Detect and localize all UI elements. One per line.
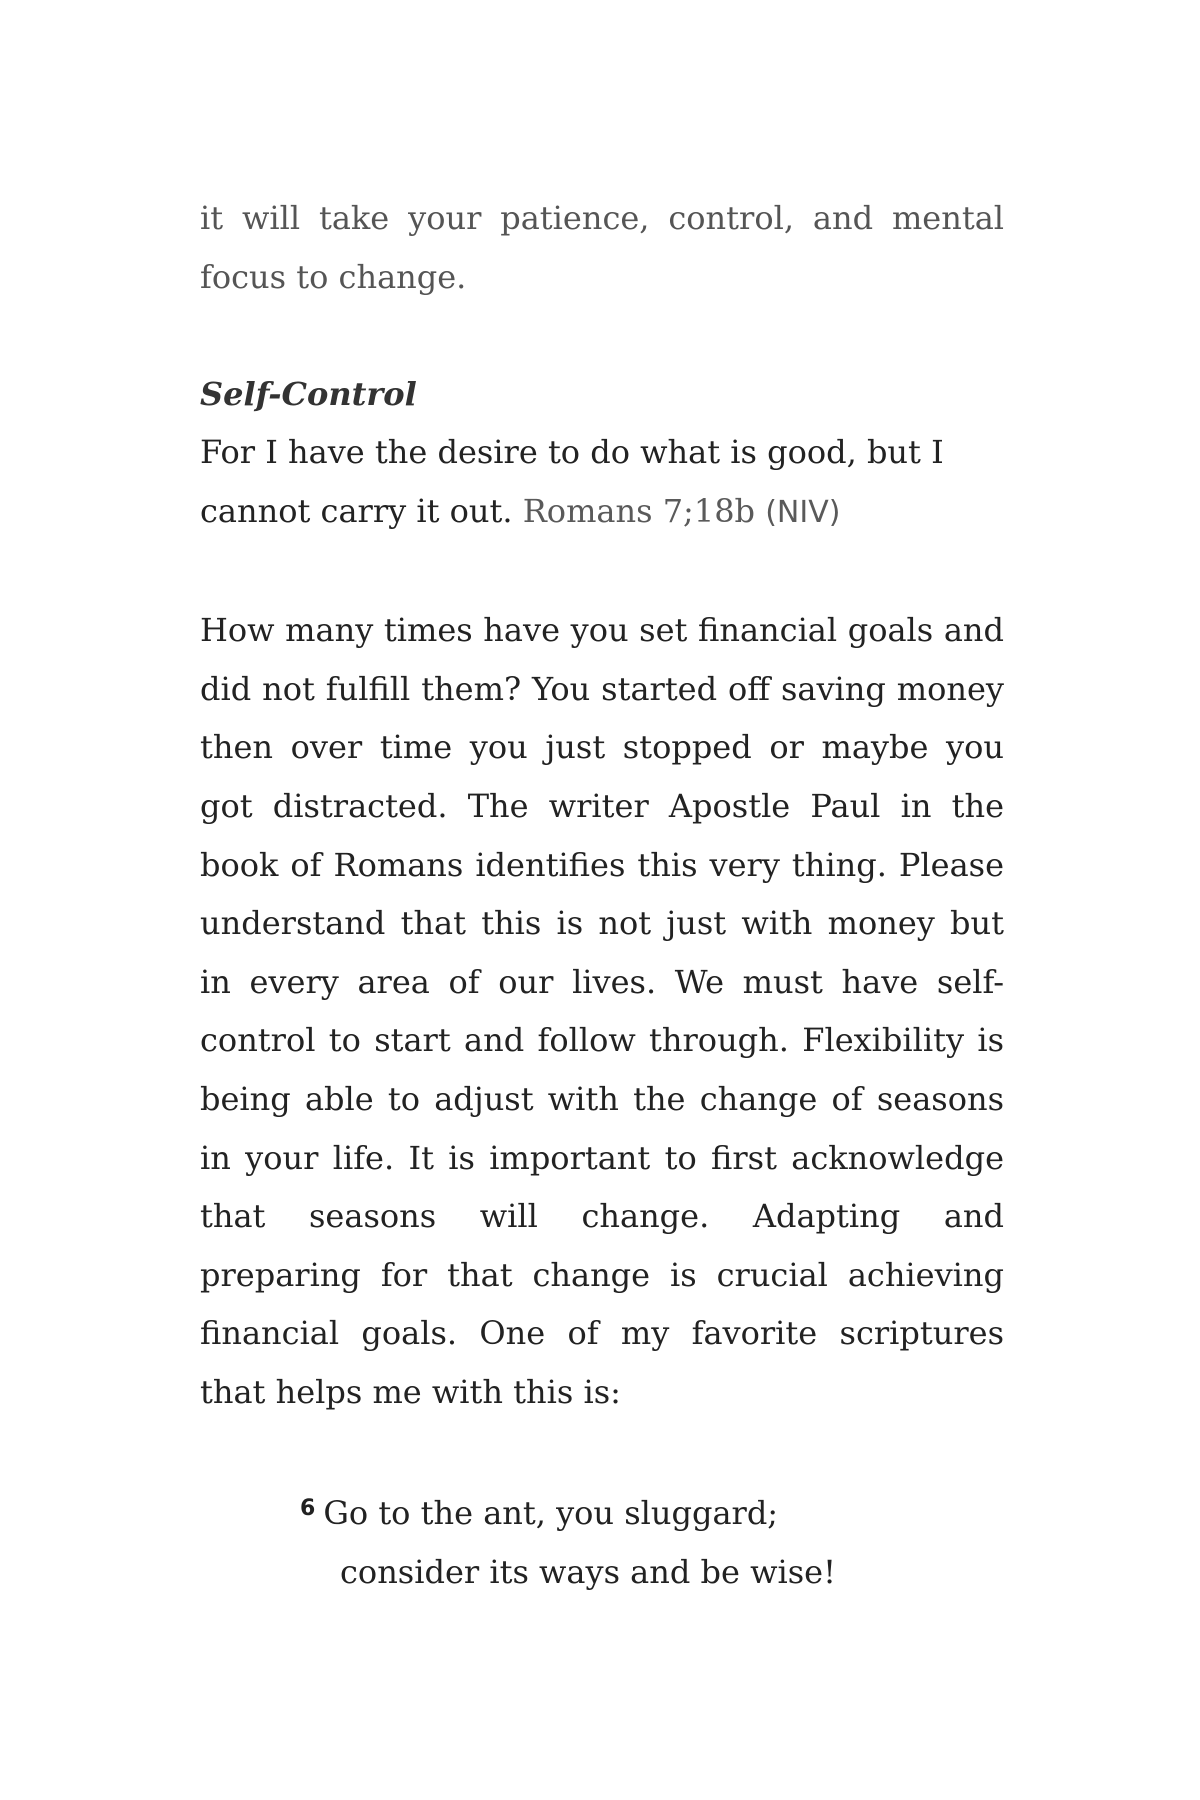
section-heading: Self-Control (200, 374, 417, 413)
scripture-version: (NIV) (765, 494, 841, 530)
scripture-quote (200, 423, 1004, 542)
scripture-reference: Romans 7;18b (522, 491, 756, 530)
verse-number: 6 (300, 1496, 316, 1522)
intro-paragraph: it will take your patience, control, and mental focus to change. (200, 199, 1004, 296)
verse-line-1 (200, 1480, 1004, 1543)
spacer (200, 1421, 1004, 1480)
scripture-text: For I have the desire to do what is good, but I cannot carry it out. (200, 433, 944, 530)
verse-text-1: Go to the ant, you sluggard; (323, 1494, 779, 1533)
verse-line-2: consider its ways and be wise! (340, 1552, 836, 1591)
body-paragraph: How many times have you set financial goals and did not fulfill them? You started off saving money then over time you just stopped or maybe you got distracted. The writer Apostle Paul in the book of Romans identifies this very thing. Please understand that this is not just with money but in every area of our lives. We must have self-control to start and follow through. Flexibility is being able to adjust with the change of seasons in your life. It is important to first acknowledge that seasons will change. Adapting and preparing for that change is crucial achieving financial goals. One of my favorite scriptures that helps me with this is: (200, 611, 1004, 1411)
document-page (200, 189, 1004, 1601)
spacer (200, 306, 1004, 365)
spacer (200, 543, 1004, 602)
